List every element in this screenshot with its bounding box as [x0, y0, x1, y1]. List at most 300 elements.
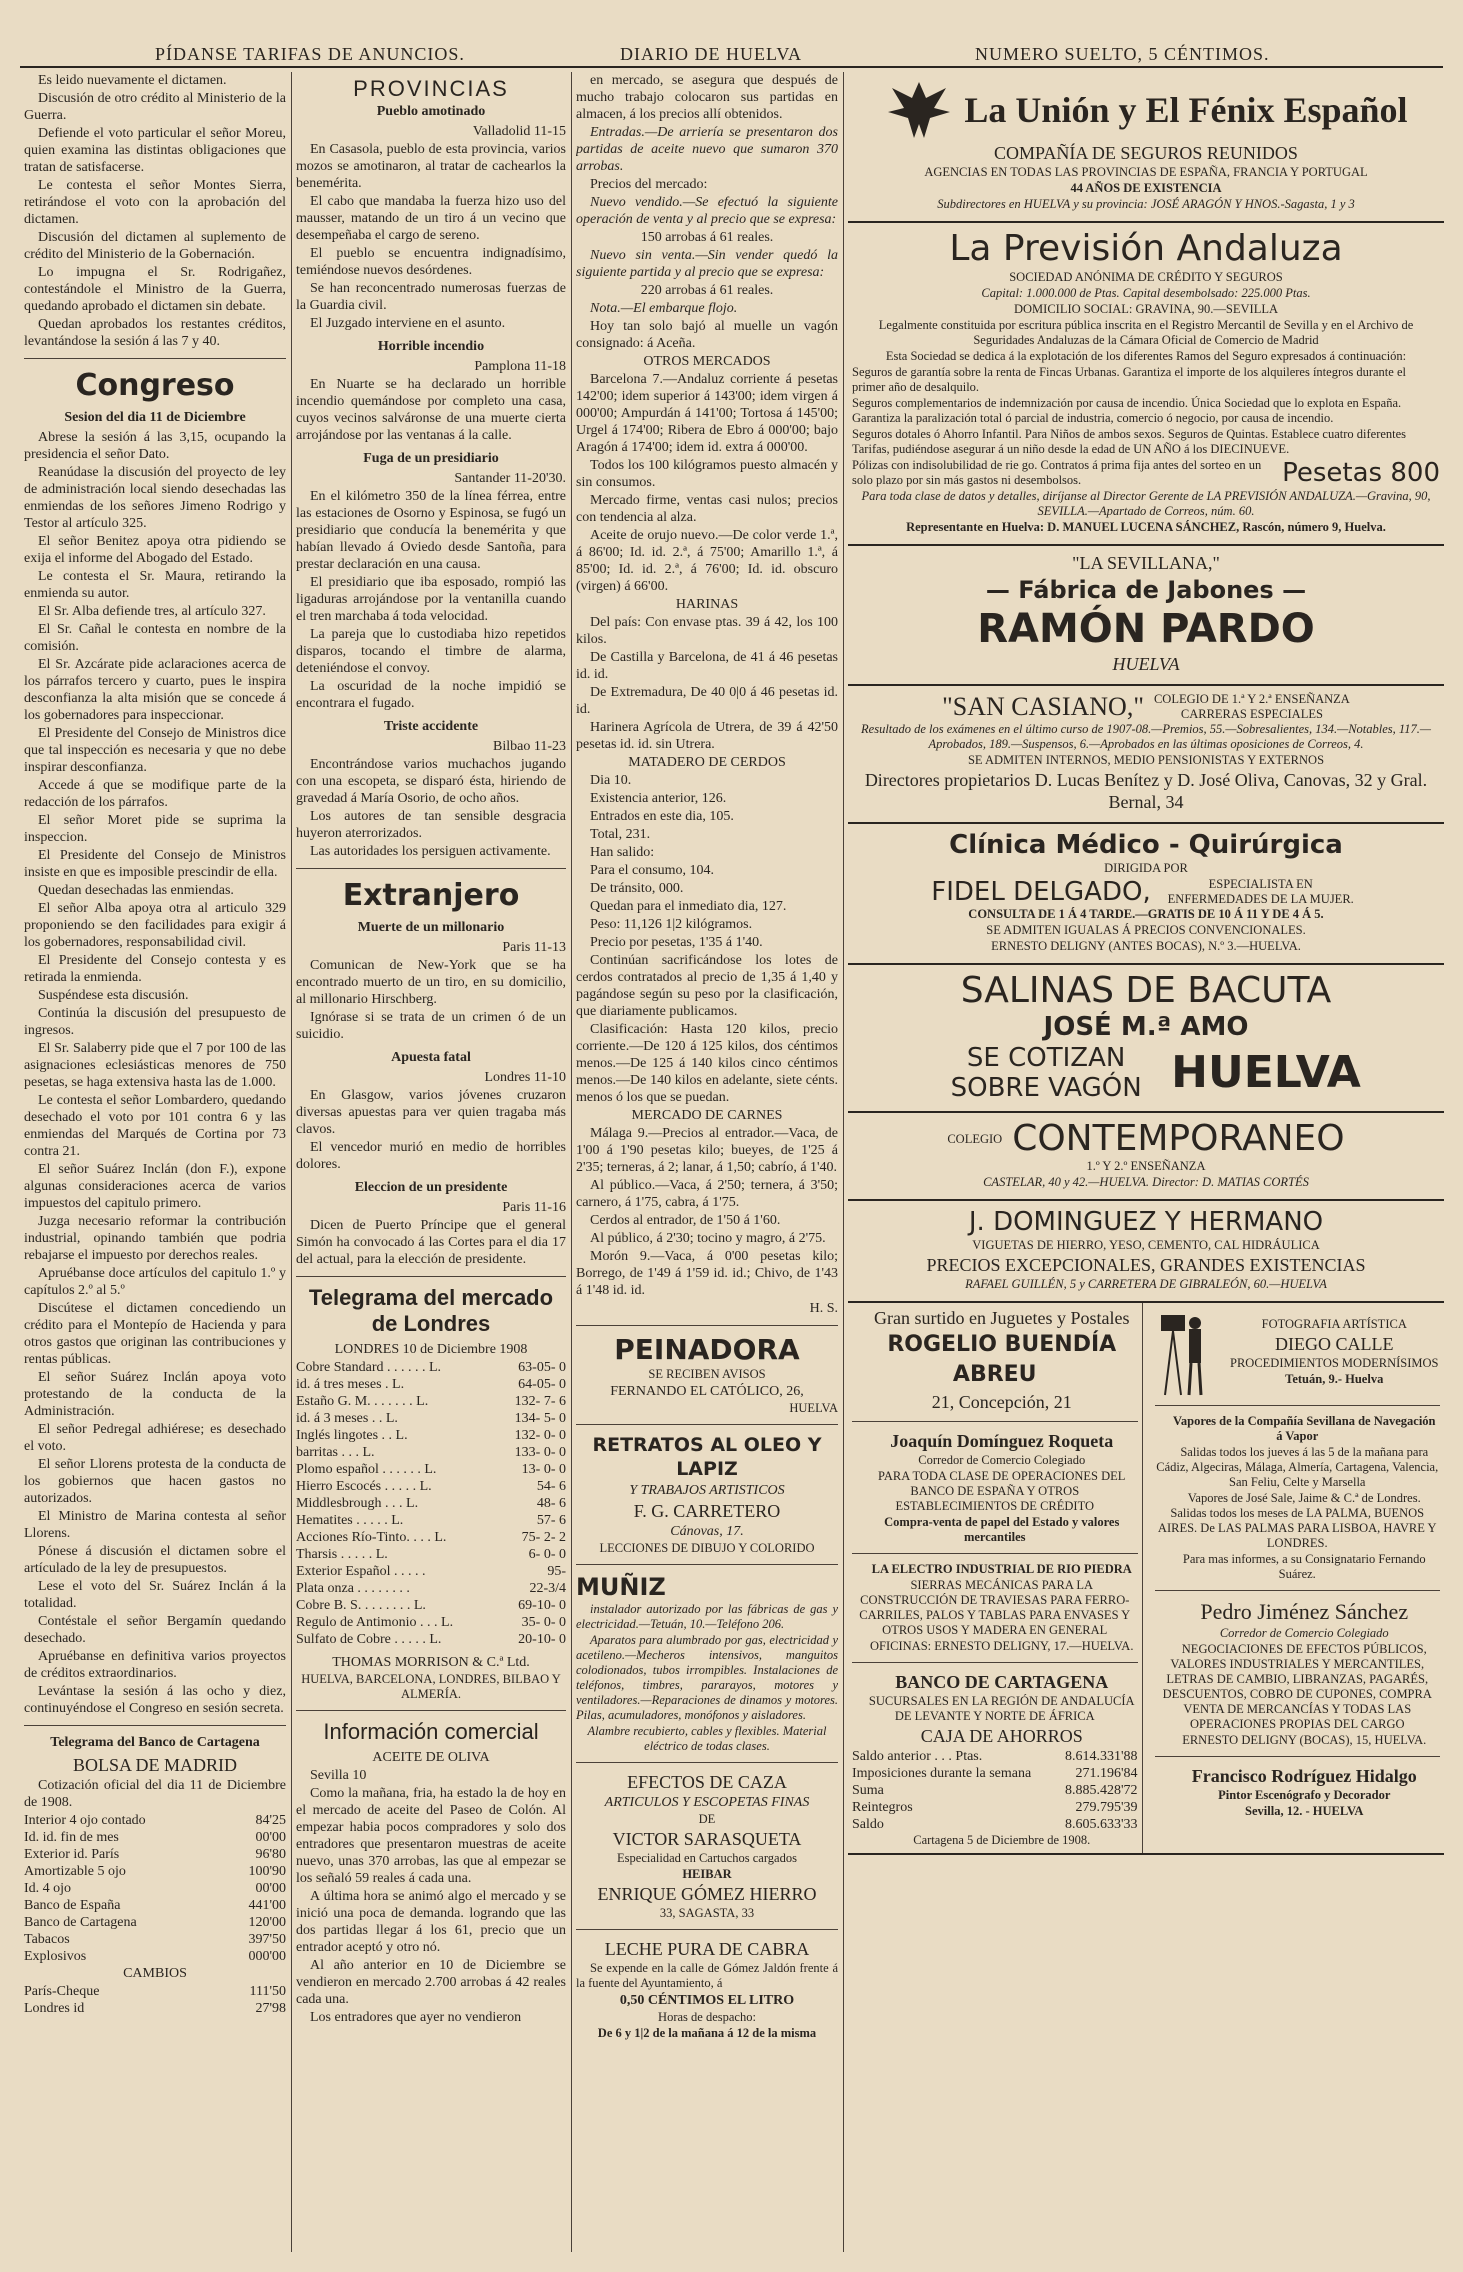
section-heading: OTROS MERCADOS	[643, 354, 771, 369]
paragraph: Barcelona 7.—Andaluz corriente á pesetas 142'00; idem superior á 143'00; idem virgen á 000'00; Ampurdán á 141'00; Tortosa á 145'00; Urgel á 174'00; Ribera de Ebro á 000'00; bajo Aragón á 174'00; idem id. extra á 000'00.	[576, 372, 838, 455]
ad-title: Clínica Médico - Quirúrgica	[949, 830, 1343, 860]
row-value: 63-05- 0	[518, 1360, 566, 1375]
ad-price: Pesetas 800	[1282, 458, 1440, 488]
ad-line: 21, Concepción, 21	[931, 1392, 1072, 1412]
dateline: Santander 11-20'30.	[454, 471, 566, 486]
row-label: Sulfato de Cobre . . . . . L.	[296, 1632, 442, 1647]
paragraph: El pueblo se encuentra indignadísimo, temiéndose nuevos desórdenes.	[296, 246, 566, 278]
paragraph: A última hora se animó algo el mercado y se inició una poca de demanda. logrando que las dos partidas llegar á los 61, precio que un entrador aceptó y otro nó.	[296, 1889, 566, 1955]
divider	[296, 1276, 566, 1277]
ad-line: CARRERAS ESPECIALES	[1180, 707, 1323, 721]
paragraph: Quedan aprobados los restantes créditos, levantándose la sesión á las 7 y 40.	[24, 317, 286, 349]
paragraph: El Sr. Salaberry pide que el 7 por 100 de las asignaciones eclesiásticas menores de 750 pesetas, se haga extensiva hasta las de 1.000.	[24, 1041, 286, 1090]
article-heading: Fuga de un presidiario	[363, 451, 499, 466]
paragraph: En Glasgow, varios jóvenes cruzaron diversas apuestas para ver quien tragaba más clavos.	[296, 1088, 566, 1137]
ad-line: Directores propietarios D. Lucas Benítez y D. José Oliva, Canovas, 32 y Gral. Bernal, 34	[864, 770, 1428, 812]
paragraph: El señor Benitez apoya otra pidiendo se exija el informe del Abogado del Estado.	[24, 534, 286, 566]
ad-line: SE COTIZAN SOBRE VAGÓN	[950, 1043, 1142, 1103]
ad-line: NEGOCIACIONES DE EFECTOS PÚBLICOS, VALORES INDUSTRIALES Y MERCANTILES, LETRAS DE CAMBIO, LIBRANZAS, PAGARÉS, DESCUENTOS, COBRO DE CUPONES, COMPRA VENTA DE MERCANCÍAS Y TODAS LAS OPERACIONES PROPIAS DEL CARGO	[1162, 1642, 1432, 1731]
row-label: Amortizable 5 ojo	[24, 1864, 126, 1879]
row-label: Inglés lingotes . . L.	[296, 1428, 408, 1443]
paragraph: Entradas.—De arriería se presentaron dos partidas de aceite nuevo que sumaron 370 arrobas.	[576, 125, 838, 174]
ad-line: Legalmente constituida por escritura pública inscrita en el Registro Mercantil de Sevilla y en el Archivo de Seguridades Andaluzas de la Cámara Oficial de Comercio de Madrid	[878, 318, 1414, 347]
row-label: Hierro Escocés . . . . . L.	[296, 1479, 432, 1494]
paragraph: El Presidente del Consejo de Ministros insiste en que es imposible prescindir de ella.	[24, 848, 286, 880]
article-heading: Eleccion de un presidente	[354, 1180, 508, 1195]
cambios-heading: CAMBIOS	[123, 1966, 187, 1981]
divider	[576, 1424, 838, 1425]
ad-line: FIDEL DELGADO,	[931, 877, 1151, 907]
paragraph: Como la mañana, fria, ha estado la de hoy en el mercado de aceite del Paseo de Colón. Al empezar habia pocos compradores y solo dos entradores que presentaron muestras de aceite nuevo, unas 370 arrobas, las que al empezar se los señaló 59 reales á cada una.	[296, 1786, 566, 1886]
ad-title: DIEGO CALLE	[1275, 1333, 1394, 1354]
ad-line: 0,50 CÉNTIMOS EL LITRO	[619, 1993, 795, 2008]
table-row	[852, 1765, 1138, 1782]
extranjero-heading: Extranjero	[342, 878, 520, 913]
paragraph: El Juzgado interviene en el asunto.	[310, 316, 506, 331]
header-right: NUMERO SUELTO, 5 CÉNTIMOS.	[975, 44, 1270, 64]
union-fenix-ad	[848, 72, 1444, 223]
ad-line: PROCEDIMIENTOS MODERNÍSIMOS	[1230, 1355, 1439, 1370]
paragraph: 150 arrobas á 61 reales.	[640, 230, 774, 245]
paragraph: Entrados en este dia, 105.	[590, 809, 734, 824]
row-value: 133- 0- 0	[514, 1445, 566, 1460]
ad-title: RAMÓN PARDO	[977, 606, 1315, 652]
ad-line: SE ADMITEN IGUALAS Á PRECIOS CONVENCIONALES.	[986, 923, 1306, 937]
dateline: Pamplona 11-18	[474, 359, 566, 374]
ad-line: RAFAEL GUILLÉN, 5 y CARRETERA DE GIBRALEÓN, 60.—HUELVA	[965, 1277, 1327, 1291]
row-label: Reintegros	[852, 1800, 913, 1815]
row-label: id. á 3 meses . . L.	[296, 1411, 398, 1426]
paragraph: El Presidente del Consejo de Ministros dice que tal inspección es necesaria y que no debe inspirar desconfianza.	[24, 726, 286, 775]
row-value: 6- 0- 0	[528, 1547, 566, 1562]
paragraph: Peso: 11,126 1|2 kilógramos.	[590, 917, 753, 932]
table-row	[296, 1597, 566, 1614]
ad-line: COLEGIO DE 1.ª Y 2.ª ENSEÑANZA	[1153, 692, 1350, 706]
row-value: 35- 0- 0	[521, 1615, 566, 1630]
ad-line: Seguros de garantía sobre la renta de Fincas Urbanas. Garantiza el importe de los alquileres íntegros durante el primer año de desalquilo.	[852, 365, 1406, 394]
phoenix-icon	[884, 78, 954, 142]
row-label: Tabacos	[24, 1932, 70, 1947]
table-row	[296, 1376, 566, 1393]
dateline: Sevilla 10	[310, 1768, 367, 1783]
table-row	[296, 1614, 566, 1631]
row-value: 54- 6	[536, 1479, 566, 1494]
table-row	[296, 1529, 566, 1546]
row-value: 271.196'84	[1075, 1766, 1138, 1781]
table-row	[296, 1393, 566, 1410]
ad-line: Vapores de José Sale, Jaime & C.ª de Londres. Salidas todos los meses de LA PALMA, BUENOS AIRES. De LAS PALMAS PARA LISBOA, HAVRE Y LONDRES.	[1157, 1491, 1437, 1550]
san-casiano-ad	[848, 686, 1444, 824]
paragraph: Nota.—El embarque flojo.	[590, 301, 738, 316]
aceite-heading: ACEITE DE OLIVA	[372, 1750, 490, 1765]
row-value: 134- 5- 0	[514, 1411, 566, 1426]
paragraph: Morón 9.—Vaca, á 0'00 pesetas kilo; Borrego, de 1'49 á 1'59 id. id.; Chivo, de 1'43 á 1'48 id. id.	[576, 1249, 838, 1298]
paragraph: Hoy tan solo bajó al muelle un vagón consignado: á Aceña.	[576, 319, 838, 351]
ad-line: Para toda clase de datos y detalles, diríjanse al Director Gerente de LA PREVISIÓN ANDALUZA.—Gravina, 90, SEVILLA.—Apartado de Correos, núm. 60.	[861, 489, 1431, 518]
column-rule	[843, 72, 844, 2252]
paragraph: Precios del mercado:	[590, 177, 708, 192]
ad-line: CAJA DE AHORROS	[920, 1726, 1083, 1746]
row-label: Plata onza . . . . . . . .	[296, 1581, 410, 1596]
row-label: Interior 4 ojo contado	[24, 1813, 146, 1828]
table-row	[852, 1799, 1138, 1816]
paragraph: Del país: Con envase ptas. 39 á 42, los 100 kilos.	[576, 615, 838, 647]
ad-line: JOSÉ M.ª AMO	[1043, 1012, 1249, 1042]
row-label: Estaño G. M. . . . . . . L.	[296, 1394, 429, 1409]
ad-line: HUELVA	[1171, 1047, 1361, 1098]
morrison: THOMAS MORRISON & C.ª Ltd.	[332, 1655, 530, 1670]
ad-line: FERNANDO EL CATÓLICO, 26,	[610, 1384, 804, 1399]
bolsa-table	[24, 1812, 286, 1965]
ad-line: F. G. CARRETERO	[633, 1501, 781, 1521]
paragraph: El señor Alba apoya otra al articulo 329 proponiendo se den facilidades para exigir á los gobernadores, responsabilidad civil.	[24, 901, 286, 950]
column-2	[296, 72, 566, 2247]
ad-line: 33, SAGASTA, 33	[659, 1906, 755, 1920]
ad-line: CASTELAR, 40 y 42.—HUELVA. Director: D. MATIAS CORTÉS	[983, 1175, 1309, 1189]
table-row	[296, 1546, 566, 1563]
divider	[852, 1553, 1138, 1554]
paragraph: Ignórase si se trata de un crimen ó de un suicidio.	[296, 1010, 566, 1042]
table-row	[296, 1461, 566, 1478]
divider	[1155, 1590, 1441, 1591]
paragraph: Suspéndese esta discusión.	[38, 988, 189, 1003]
ad-line: OFICINAS: ERNESTO DELIGNY, 17.—HUELVA.	[870, 1639, 1134, 1653]
paragraph: El señor Suárez Inclán (don F.), expone algunas consideraciones acerca de varios impuestos del capitulo primero.	[24, 1162, 286, 1211]
article-heading: Apuesta fatal	[391, 1050, 471, 1065]
column-1	[24, 72, 286, 2247]
ad-line: LA ELECTRO INDUSTRIAL DE RIO PIEDRA	[871, 1562, 1132, 1576]
row-value: 000'00	[248, 1949, 286, 1964]
paragraph: Aceite de orujo nuevo.—De color verde 1.ª, á 86'00; Id. id. 2.ª, á 75'00; Amarillo 1.ª, á 85'00; Id. id. 2.ª, á 76'00; Id. id. obscuro (virgen) á 66'00.	[576, 528, 838, 594]
ad-line: Y TRABAJOS ARTISTICOS	[629, 1483, 785, 1498]
table-row	[296, 1427, 566, 1444]
paragraph: Se han reconcentrado numerosas fuerzas de la Guardia civil.	[296, 281, 566, 313]
ad-line: SE RECIBEN AVISOS	[648, 1367, 766, 1381]
dateline: Paris 11-16	[502, 1200, 566, 1215]
paragraph: Comunican de New-York que se ha encontrado muerto de un tiro, en su domicilio, al millonario Hirschberg.	[296, 958, 566, 1007]
row-label: Saldo anterior . . . Ptas.	[852, 1749, 983, 1764]
row-value: 64-05- 0	[518, 1377, 566, 1392]
ad-line: VIGUETAS DE HIERRO, YESO, CEMENTO, CAL HIDRÁULICA	[972, 1238, 1320, 1252]
paragraph: Juzga necesario reformar la contribución industrial, opinando también que podria rebajarse el impuesto por derechos reales.	[24, 1214, 286, 1263]
ad-line: Especialidad en Cartuchos cargados	[617, 1851, 797, 1865]
left-ad-stack	[848, 1303, 1143, 1853]
right-ad-stack	[1151, 1303, 1445, 1853]
telegram-heading: Telegrama del Banco de Cartagena	[50, 1735, 260, 1750]
paragraph: De Castilla y Barcelona, de 41 á 46 pesetas id. id.	[576, 650, 838, 682]
column-3	[576, 72, 838, 2247]
paragraph: Han salido:	[590, 845, 655, 860]
ad-line: COLEGIO	[947, 1131, 1003, 1146]
paragraph: Mercado firme, ventas casi nulos; precios con tendencia al alza.	[576, 493, 838, 525]
ad-line: Aparatos para alumbrado por gas, electricidad y acetileno.—Mecheros intensivos, manguitos colodionados, tubos irrompibles. Instalaciones de teléfonos, timbres, pararayos, motores y ventiladores.—Reparaciones de dinamos y motores. Pilas, acumuladores, monófonos y aisladores.	[576, 1633, 838, 1722]
table-row	[24, 1931, 286, 1948]
ad-title: SALINAS DE BACUTA	[960, 970, 1332, 1011]
paragraph: Los autores de tan sensible desgracia huyeron aterrorizados.	[296, 809, 566, 841]
ad-title: ROGELIO BUENDÍA ABREU	[887, 1332, 1117, 1387]
table-row	[296, 1359, 566, 1376]
paragraph: El Sr. Cañal le contesta en nombre de la comisión.	[24, 622, 286, 654]
paragraph: Le contesta el Sr. Maura, retirando la enmienda su autor.	[24, 569, 286, 601]
row-value: 279.795'39	[1075, 1800, 1138, 1815]
dateline: Bilbao 11-23	[493, 739, 566, 754]
table-row	[296, 1631, 566, 1648]
ad-line: SE ADMITEN INTERNOS, MEDIO PENSIONISTAS Y EXTERNOS	[967, 753, 1325, 767]
ad-line: Corredor de Comercio Colegiado	[918, 1453, 1086, 1467]
paragraph: Cerdos al entrador, de 1'50 á 1'60.	[590, 1213, 781, 1228]
divider	[1155, 1405, 1441, 1406]
row-value: 397'50	[248, 1932, 286, 1947]
divider	[296, 1710, 566, 1711]
ad-line: Sevilla, 12. - HUELVA	[1245, 1804, 1364, 1818]
ad-line: Horas de despacho:	[658, 2010, 756, 2024]
row-label: Id. id. fin de mes	[24, 1830, 119, 1845]
paragraph: En el kilómetro 350 de la línea férrea, entre las estaciones de Osorno y Espinosa, se fugó un presidiario que conducía la benemérita y que habían llevado á Oviedo desde Santoña, para prestar declaración en una causa.	[296, 489, 566, 572]
paragraph: Los entradores que ayer no vendieron	[310, 2010, 522, 2025]
row-label: Banco de España	[24, 1898, 121, 1913]
cambios-table	[24, 1983, 286, 2017]
table-row	[852, 1782, 1138, 1799]
paragraph: Dia 10.	[590, 773, 632, 788]
row-value: 00'00	[255, 1830, 286, 1845]
divider	[576, 1564, 838, 1565]
paragraph: Dicen de Puerto Príncipe que el general Simón ha convocado á las Cortes para el dia 17 del actual, para la elección de presidente.	[296, 1218, 566, 1267]
row-value: 132- 7- 6	[514, 1394, 566, 1409]
divider	[852, 1662, 1138, 1663]
ad-line: "LA SEVILLANA,"	[1072, 553, 1220, 573]
row-value: 27'98	[255, 2001, 286, 2016]
dominguez-ad	[848, 1201, 1444, 1303]
paragraph: Lese el voto del Sr. Suárez Inclán á la totalidad.	[24, 1579, 286, 1611]
prevision-ad	[848, 223, 1444, 546]
row-value: 8.605.633'33	[1064, 1817, 1138, 1832]
paragraph: Accede á que se modifique parte de la redacción de los párrafos.	[24, 778, 286, 810]
paragraph: La oscuridad de la noche impidió se encontrara el fugado.	[296, 679, 566, 711]
paragraph: Apruébanse doce artículos del capitulo 1.º y capítulos 2.º al 5.º	[24, 1266, 286, 1298]
ad-title: "SAN CASIANO,"	[942, 692, 1144, 721]
row-label: Regulo de Antimonio . . . L.	[296, 1615, 454, 1630]
paragraph: Continúan sacrificándose los lotes de cerdos contratados al precio de 1,35 á 1,40 y pagándose según su peso por la clasificación, que diariamente publicamos.	[576, 953, 838, 1019]
ad-line: Para mas informes, a su Consignatario Fernando Suárez.	[1182, 1552, 1426, 1581]
paragraph: El Sr. Azcárate pide aclaraciones acerca de los párrafos tercero y cuarto, pues le inspira desconfianza la alta misión que se concede á los gobernadores para inspeccionar.	[24, 657, 286, 723]
masthead-strip	[20, 38, 1443, 68]
paragraph: Málaga 9.—Precios al entrador.—Vaca, de 1'00 á 1'90 pesetas kilo; bueyes, de 1'25 á 2'35; terneras, á 2; lanar, á 1,50; cabrío, á 1'40.	[576, 1126, 838, 1175]
divider	[576, 1929, 838, 1930]
divider	[24, 358, 286, 359]
ad-line: VICTOR SARASQUETA	[612, 1829, 802, 1849]
ad-line: De 6 y 1|2 de la mañana á 12 de la misma	[597, 2026, 817, 2040]
photographer-icon	[1155, 1307, 1209, 1397]
table-row	[296, 1410, 566, 1427]
column-rule	[291, 72, 292, 2252]
provincias-heading: PROVINCIAS	[353, 76, 509, 101]
ad-line: HUELVA	[1112, 654, 1180, 674]
ad-line: Compra-venta de papel del Estado y valores mercantiles	[884, 1515, 1120, 1544]
paragraph: Total, 231.	[590, 827, 651, 842]
table-row	[296, 1512, 566, 1529]
table-row	[296, 1444, 566, 1461]
salinas-ad	[848, 965, 1444, 1113]
paragraph: Existencia anterior, 126.	[590, 791, 727, 806]
ad-line: Alambre recubierto, cables y flexibles. Material eléctrico de todas clases.	[587, 1724, 827, 1753]
ad-line: Salidas todos los jueves á las 5 de la mañana para Cádiz, Algeciras, Málaga, Almería, Cartagena, Valencia, San Feliu, Celte y Marsella	[1156, 1445, 1439, 1489]
row-value: 95-	[547, 1564, 566, 1579]
row-value: 13- 0- 0	[521, 1462, 566, 1477]
ad-line: ERNESTO DELIGNY (BOCAS), 15, HUELVA.	[1182, 1733, 1427, 1747]
ad-line: 44 AÑOS DE EXISTENCIA	[1070, 181, 1222, 195]
table-row	[296, 1580, 566, 1597]
row-label: barritas . . . L.	[296, 1445, 375, 1460]
ad-line: DE	[698, 1812, 716, 1826]
table-row	[852, 1748, 1138, 1765]
ad-line: SUCURSALES EN LA REGIÓN DE ANDALUCÍA DE LEVANTE Y NORTE DE ÁFRICA	[868, 1694, 1135, 1723]
ad-line: Capital: 1.000.000 de Ptas. Capital desembolsado: 225.000 Ptas.	[981, 286, 1311, 300]
paragraph: Quedan para el inmediato dia, 127.	[590, 899, 787, 914]
row-value: 22-3/4	[529, 1581, 566, 1596]
paragraph: Al público.—Vaca, á 2'50; ternera, á 3'50; carnero, á 1'75, cabra, á 1'75.	[576, 1178, 838, 1210]
morrison-cities: HUELVA, BARCELONA, LONDRES, BILBAO Y ALMERÍA.	[301, 1672, 561, 1701]
ad-line: Gran surtido en Juguetes y Postales	[874, 1308, 1130, 1328]
ad-line: HEIBAR	[682, 1867, 732, 1881]
paragraph: En Nuarte se ha declarado un horrible incendio quemándose por completo una casa, cuyos vecinos salváronse de una muerte cierta arrojándose por las ventanas á la calle.	[296, 377, 566, 443]
paragraph: Harinera Agrícola de Utrera, de 39 á 42'50 pesetas id. id. sin Utrera.	[576, 720, 838, 752]
row-value: 00'00	[255, 1881, 286, 1896]
paragraph: Nuevo sin venta.—Sin vender quedó la siguiente partida y al precio que se expresa:	[576, 248, 838, 280]
ad-line: Tetuán, 9.- Huelva	[1285, 1371, 1384, 1386]
article-heading: Muerte de un millonario	[357, 920, 505, 935]
paragraph: El señor Moret pide se suprima la inspeccion.	[24, 813, 286, 845]
row-value: 48- 6	[536, 1496, 566, 1511]
paragraph: El Sr. Alba defiende tres, al artículo 327.	[38, 604, 266, 619]
row-label: Exterior Español . . . . .	[296, 1564, 426, 1579]
ads-two-column	[848, 1303, 1444, 1855]
ad-line: Pólizas con indisolubilidad de rie go. Contratos á prima fija antes del sorteo en un solo plazo por sin más gastos ni desembolsos.	[852, 458, 1262, 487]
london-table	[296, 1359, 566, 1648]
ad-title: Vapores de la Compañía Sevillana de Navegación á Vapor	[1172, 1414, 1436, 1443]
table-row	[24, 1812, 286, 1829]
ad-line: Cartagena 5 de Diciembre de 1908.	[913, 1833, 1091, 1847]
ad-line: DOMICILIO SOCIAL: GRAVINA, 90.—SEVILLA	[1014, 302, 1278, 316]
peinadora-ad: PEINADORA	[614, 1333, 800, 1366]
paragraph: El Ministro de Marina contesta al señor Llorens.	[24, 1509, 286, 1541]
ad-line: PRECIOS EXCEPCIONALES, GRANDES EXISTENCIAS	[926, 1255, 1366, 1275]
paragraph: El cabo que mandaba la fuerza hizo uso del mausser, matando de un tiro á un vecino que desempeñaba el cargo de sereno.	[296, 194, 566, 243]
paragraph: Apruébanse en definitiva varios proyectos de créditos extraordinarios.	[24, 1649, 286, 1681]
row-label: Imposiciones durante la semana	[852, 1766, 1032, 1781]
ad-line: instalador autorizado por las fábricas de gas y electricidad.—Tetuán, 10.—Teléfono 206.	[576, 1602, 838, 1631]
paragraph: Para el consumo, 104.	[590, 863, 715, 878]
table-row	[24, 1914, 286, 1931]
ad-line: Seguros complementarios de indemnización por causa de incendio. Única Sociedad que lo explota en España. Garantiza la paralización total ó parcial de industria, comercio ó negocio, por causa de incendio.	[852, 396, 1402, 425]
paragraph: El vencedor murió en medio de horribles dolores.	[296, 1140, 566, 1172]
muniz-ad: MUÑIZ	[576, 1573, 666, 1601]
column-4-ads	[848, 72, 1444, 2247]
paragraph: Discusión de otro crédito al Ministerio de la Guerra.	[24, 91, 286, 123]
row-value: 100'90	[248, 1864, 286, 1879]
ad-line: Subdirectores en HUELVA y su provincia: JOSÉ ARAGÓN Y HNOS.-Sagasta, 1 y 3	[937, 197, 1355, 211]
paragraph: Cotización oficial del dia 11 de Diciembre de 1908.	[24, 1778, 286, 1810]
session-heading: Sesion del dia 11 de Diciembre	[64, 410, 246, 425]
ad-line: DIRIGIDA POR	[1104, 861, 1188, 875]
row-label: París-Cheque	[24, 1984, 100, 1999]
row-label: Londres id	[24, 2001, 85, 2016]
paragraph: El señor Pedregal adhiérese; es desechado el voto.	[24, 1422, 286, 1454]
ad-line: Cánovas, 17.	[670, 1524, 744, 1539]
paragraph: Lo impugna el Sr. Rodrigañez, contestándole el Ministro de la Guerra, quedando aprobado el dictamen sin debate.	[24, 265, 286, 314]
paragraph: Pónese á discusión el dictamen sobre el artículado de la ley de presupuestos.	[24, 1544, 286, 1576]
ad-line: SIERRAS MECÁNICAS PARA LA CONSTRUCCIÓN DE TRAVIESAS PARA FERRO-CARRILES, PALOS Y TABLAS PARA ENVASES Y OTROS USOS Y MADERA EN GENERAL	[859, 1578, 1131, 1637]
ad-line: CONSULTA DE 1 Á 4 TARDE.—GRATIS DE 10 Á 11 Y DE 4 Á 5.	[968, 907, 1324, 921]
row-label: Banco de Cartagena	[24, 1915, 137, 1930]
divider	[576, 1325, 838, 1326]
section-heading: MATADERO DE CERDOS	[628, 755, 786, 770]
row-label: Saldo	[852, 1817, 884, 1832]
paragraph: Nuevo vendido.—Se efectuó la siguiente operación de venta y al precio que se expresa:	[576, 195, 838, 227]
ad-line: Resultado de los exámenes en el último curso de 1907-08.—Premios, 55.—Sobresalientes, 134.—Notables, 117.—Aprobados, 189.—Suspensos, 6.—Aprobados en las últimas oposiciones de Correos, 4.	[861, 722, 1431, 751]
divider	[296, 868, 566, 869]
ad-title: J. DOMINGUEZ Y HERMANO	[968, 1207, 1324, 1237]
divider	[24, 1725, 286, 1726]
table-row	[24, 1863, 286, 1880]
article-heading: Horrible incendio	[377, 339, 485, 354]
bolsa-heading: BOLSA DE MADRID	[72, 1755, 237, 1775]
ad-line: FOTOGRAFIA ARTÍSTICA	[1261, 1316, 1407, 1331]
table-row	[24, 1983, 286, 2000]
ad-title: CONTEMPORANEO	[1012, 1118, 1345, 1159]
row-value: 120'00	[248, 1915, 286, 1930]
paragraph: El presidiario que iba esposado, rompió las ligaduras arrojándose por la ventanilla cuando el tren marchaba á toda velocidad.	[296, 575, 566, 624]
paragraph: De tránsito, 000.	[590, 881, 684, 896]
ad-line: ERNESTO DELIGNY (ANTES BOCAS), N.º 3.—HUELVA.	[991, 939, 1301, 953]
ad-title: Pedro Jiménez Sánchez	[1200, 1599, 1409, 1624]
ad-line: SOCIEDAD ANÓNIMA DE CRÉDITO Y SEGUROS	[1009, 270, 1283, 284]
ad-line: PARA TODA CLASE DE OPERACIONES DEL BANCO DE ESPAÑA Y OTROS ESTABLECIMIENTOS DE CRÉDITO	[878, 1469, 1126, 1513]
ad-line: Seguros dotales ó Ahorro Infantil. Para Niños de ambos sexos. Seguros de Quintas. Establece cuatro diferentes Tarifas, pudiéndose asegurar á un niño desde la edad de UN AÑO á los DIECINUEVE.	[852, 427, 1407, 456]
info-heading: Información comercial	[323, 1719, 539, 1744]
paragraph: Discútese el dictamen concediendo un crédito para el Montepío de Hacienda y para otros gastos que originan las contribuciones y rentas públicas.	[24, 1301, 286, 1367]
ad-line: Representante en Huelva: D. MANUEL LUCENA SÁNCHEZ, Rascón, número 9, Huelva.	[906, 520, 1386, 534]
row-label: Cobre B. S. . . . . . . . L.	[296, 1598, 426, 1613]
paragraph: Es leido nuevamente el dictamen.	[38, 73, 227, 88]
row-value: 75- 2- 2	[521, 1530, 566, 1545]
banco-table	[852, 1748, 1138, 1833]
ad-line: LECHE PURA DE CABRA	[604, 1939, 810, 1959]
row-value: 57- 6	[536, 1513, 566, 1528]
retratos-ad: RETRATOS AL OLEO Y LAPIZ	[592, 1434, 822, 1480]
ad-line: LECCIONES DE DIBUJO Y COLORIDO	[599, 1541, 815, 1555]
column-rule	[571, 72, 572, 2252]
dateline: Londres 11-10	[484, 1070, 566, 1085]
ad-title: La Unión y El Fénix Español	[964, 90, 1408, 130]
row-label: Cobre Standard . . . . . . L.	[296, 1360, 442, 1375]
paragraph: Le contesta el señor Montes Sierra, retirándose el voto con la aprobación del dictamen.	[24, 178, 286, 227]
paragraph: Abrese la sesión á las 3,15, ocupando la presidencia el señor Dato.	[24, 430, 286, 462]
paragraph: Le contesta el señor Lombardero, quedando desechado el voto por 101 contra 6 y las enmiendas del Marqués de Cortina por 73 contra 21.	[24, 1093, 286, 1159]
paragraph: Todos los 100 kilógramos puesto almacén y sin consumos.	[576, 458, 838, 490]
ad-title: Joaquín Domínguez Roqueta	[890, 1431, 1114, 1451]
ad-line: Corredor de Comercio Colegiado	[1219, 1626, 1389, 1640]
ad-line: COMPAÑÍA DE SEGUROS REUNIDOS	[994, 143, 1298, 163]
table-row	[852, 1816, 1138, 1833]
table-row	[296, 1495, 566, 1512]
ad-line: EFECTOS DE CAZA	[627, 1772, 787, 1792]
paragraph: en mercado, se asegura que después de mucho trabajo colocaron sus partidas en almacen, á los precios allí obtenidos.	[576, 73, 838, 122]
paragraph: Encontrándose varios muchachos jugando con una escopeta, se disparó ésta, hiriendo de gravedad á María Osorio, de ocho años.	[296, 757, 566, 806]
row-label: id. á tres meses . L.	[296, 1377, 405, 1392]
congreso-heading: Congreso	[75, 368, 235, 403]
divider	[576, 1762, 838, 1763]
paragraph: Las autoridades los persiguen activamente.	[310, 844, 551, 859]
